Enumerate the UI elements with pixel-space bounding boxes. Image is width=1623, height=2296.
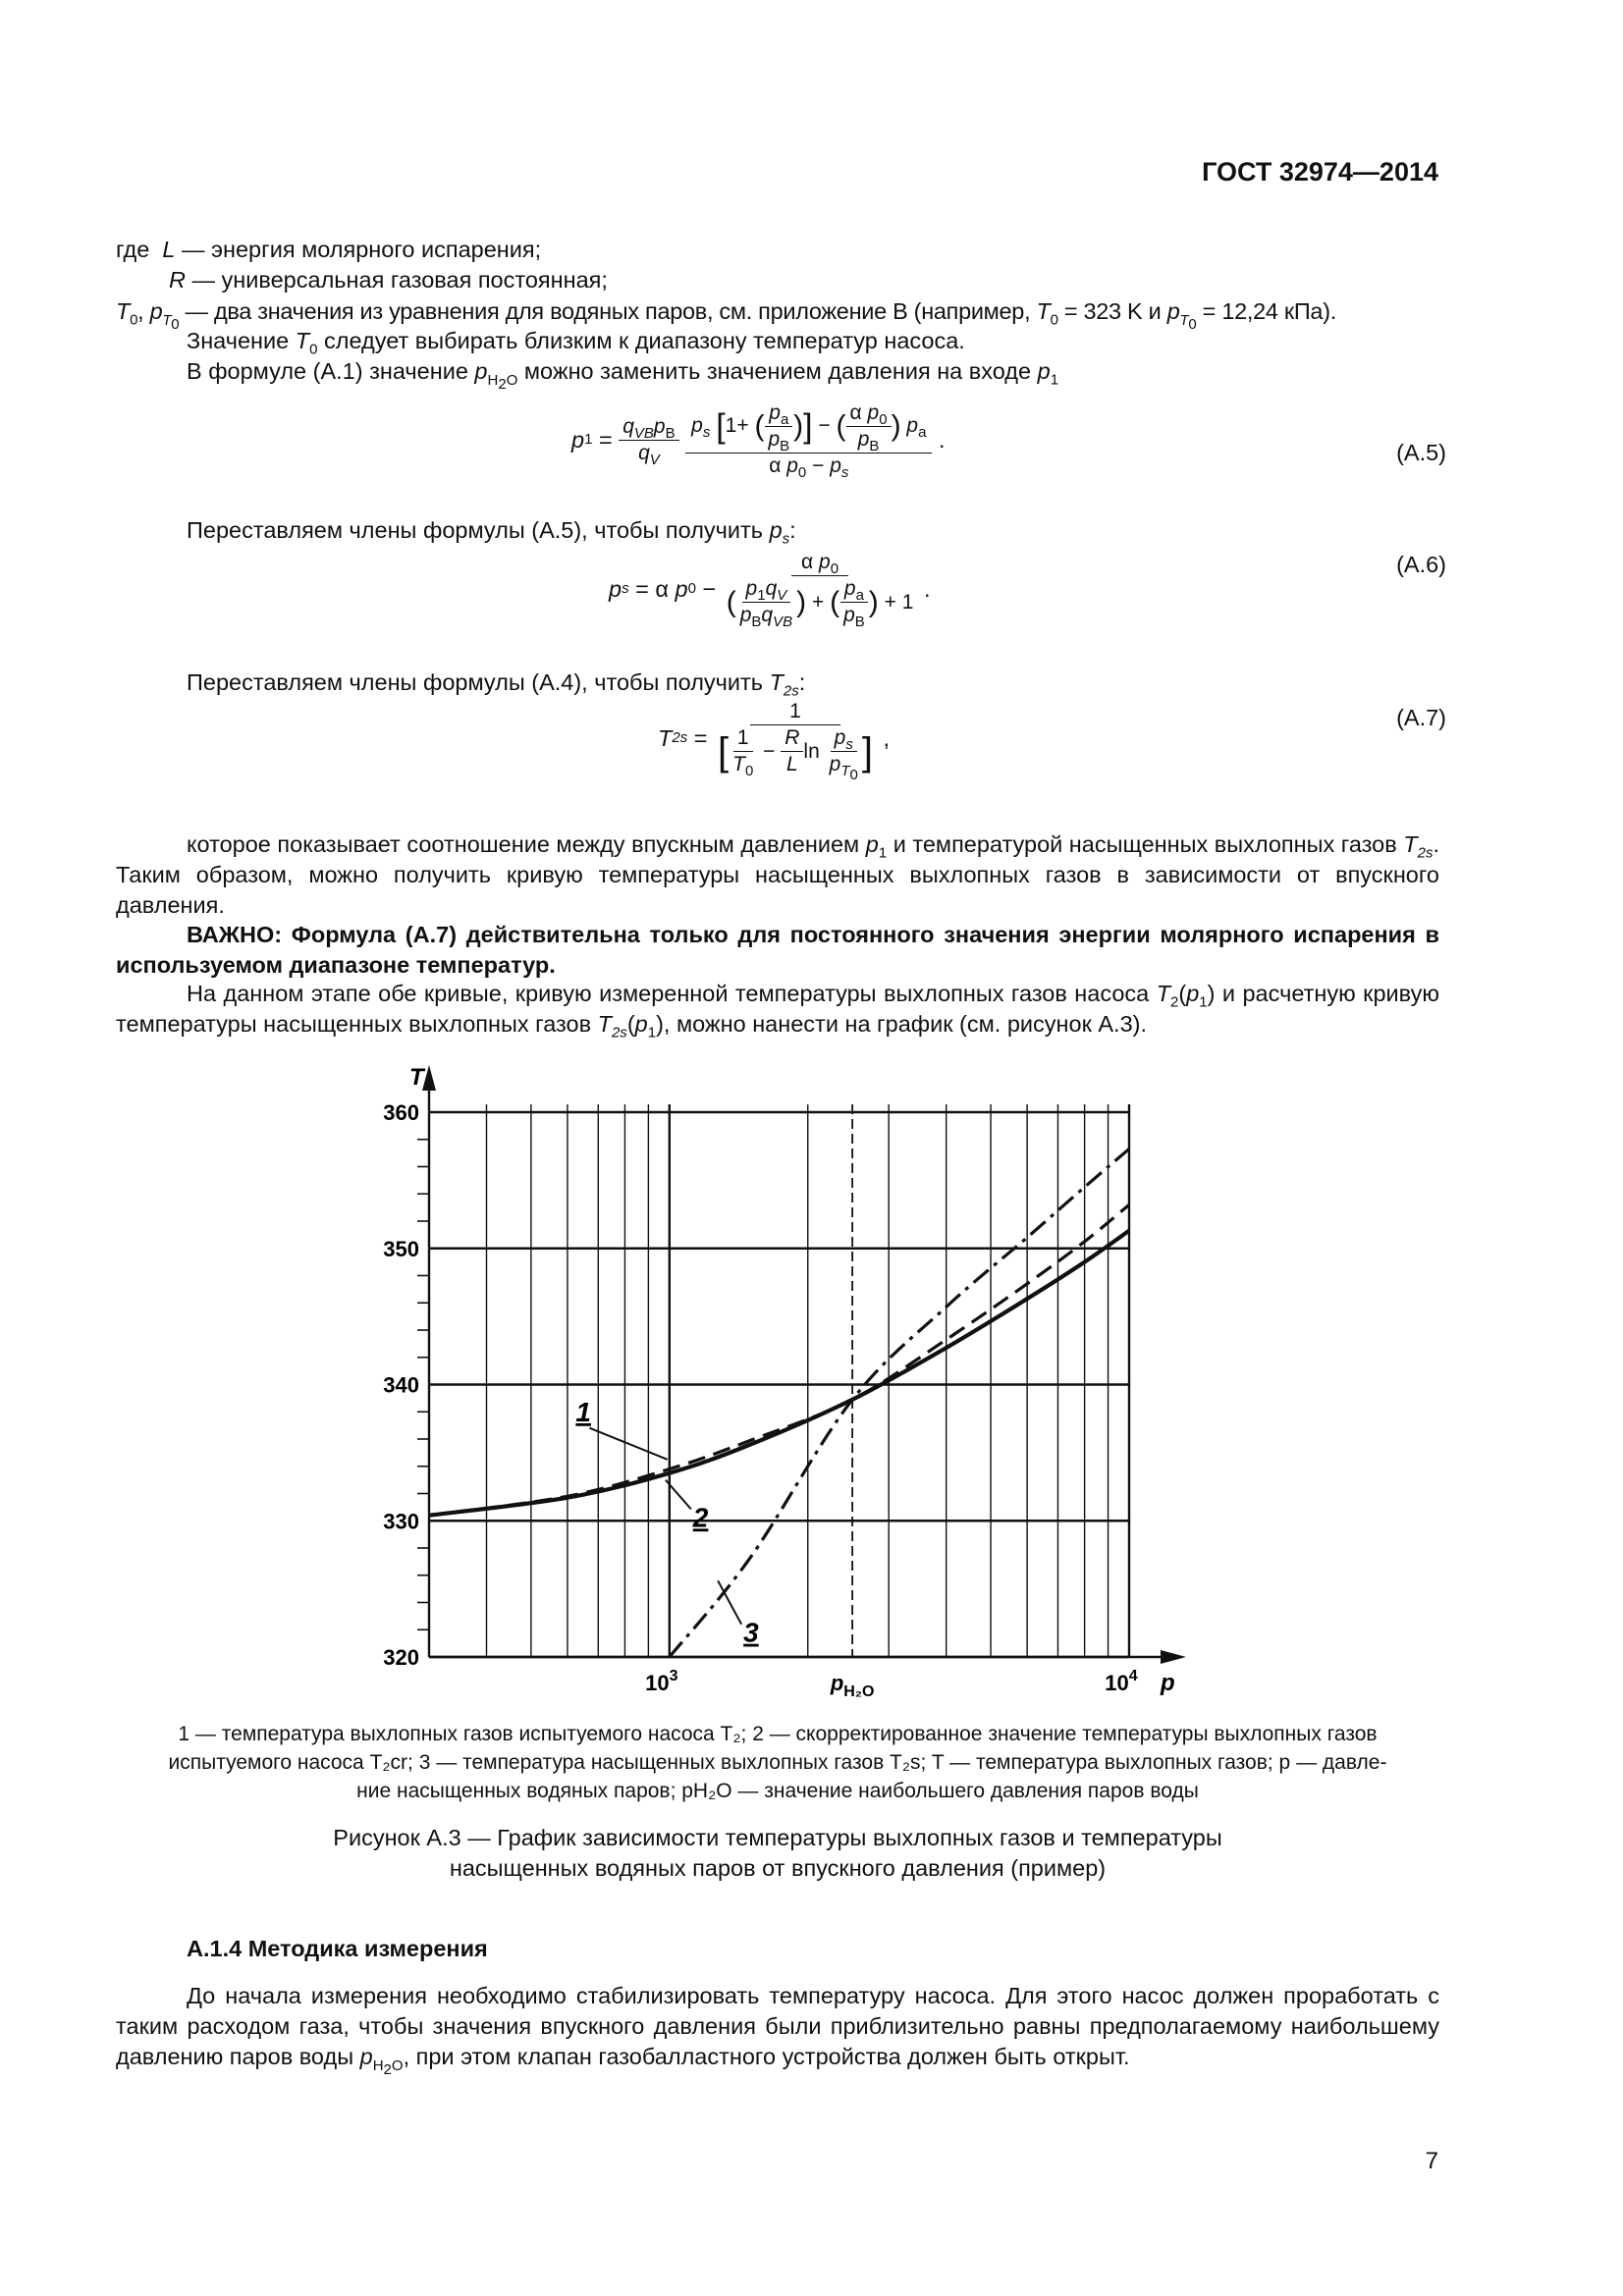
para-a7-intro: Переставляем члены формулы (А.4), чтобы получить $T_{2s}$: bbox=[187, 669, 806, 700]
formula-a5-number: (А.5) bbox=[1396, 440, 1446, 465]
y-tick-label: 330 bbox=[383, 1509, 419, 1534]
definition-R: R — универсальная газовая постоянная; bbox=[169, 267, 608, 293]
series-3-line bbox=[670, 1148, 1129, 1657]
y-tick-label: 350 bbox=[383, 1236, 419, 1261]
y-tick-label: 360 bbox=[383, 1100, 419, 1125]
para-a1: В формуле (А.1) значение $p_{H_2O}$ можно заменить значением давления на входе $p_1$ bbox=[187, 358, 1059, 393]
y-tick-label: 320 bbox=[383, 1645, 419, 1670]
para-plot: На данном этапе обе кривые, кривую измеренной температуры выхлопных газов насоса $T_2(p_1)$ и расчетную кривую температуры насыщенных выхлопных газов $T_{2s}(p_1)$, можно нанести на график (см. рисунок А.3). bbox=[116, 981, 1439, 1041]
formula-a6: p s = α p 0 − α $p_0$ ( $\frac{p_1q_V}{p_Bq_{VB}}$ ) + ( $\frac{p_a}{p_B}$ ) + 1 . bbox=[609, 551, 931, 631]
formula-a5: p 1 = $\frac{q_{VB}p_B}{q_V}$ $p_s$ [1+ ( $\frac{p_a}{p_B}$ )] − ( $\frac{\alpha p_0}{p_B}$ ) $p_a$ α $p_0 - p_s$ . bbox=[571, 401, 946, 482]
section-heading: А.1.4 Методика измерения bbox=[187, 1936, 488, 1961]
page-number: 7 bbox=[1425, 2148, 1438, 2174]
curve-label-leader bbox=[589, 1428, 667, 1460]
series-2-line bbox=[429, 1204, 1129, 1515]
curve-label-3: 3 bbox=[743, 1617, 759, 1648]
para-relation: которое показывает соотношение между впускным давлением $p_1$ и температурой насыщенных выхлопных газов $T_{2s}$. Таким образом, можно получить кривую температуры насыщенных выхлопных газов в зависимости от впускного давления. bbox=[116, 831, 1439, 918]
legend-line-1: 1 — температура выхлопных газов испытуемого насоса T₂; 2 — скорректированное значение температуры выхлопных газов bbox=[178, 1723, 1378, 1745]
curve-label-2: 2 bbox=[692, 1502, 709, 1533]
para-a6-intro: Переставляем члены формулы (А.5), чтобы получить $p_s$: bbox=[187, 517, 796, 548]
ph2o-marker-label: $p_{H_2O}$ bbox=[830, 1671, 875, 1700]
figure-title-line-2: насыщенных водяных паров от впускного давления (пример) bbox=[449, 1855, 1107, 1881]
x-axis-label: p bbox=[1161, 1670, 1175, 1696]
where-word: где bbox=[116, 237, 150, 262]
x-axis-arrow bbox=[1161, 1650, 1186, 1664]
x-tick-label: $10^4$ bbox=[1105, 1668, 1138, 1695]
x-tick-label: $10^3$ bbox=[645, 1668, 678, 1695]
definition-T0-note: Значение $T_0$ следует выбирать близким к диапазону температур насоса. bbox=[187, 328, 965, 358]
definition-T0: $T_0$, $p_{T_0}$ — два значения из уравнения для водяных паров, см. приложение В (например, $T_0 = 323$ K и $p_{T_0} = 12,24$ кПа). bbox=[116, 298, 1336, 333]
formula-a7-number: (А.7) bbox=[1396, 705, 1446, 730]
figure-legend bbox=[116, 1720, 1439, 1805]
formula-a7: T 2s = 1 [ $\frac{1}{T_0}$ − $\frac{R}{L}$ ln $\frac{p_s}{p_{T_0}}$ ] , bbox=[658, 700, 891, 784]
legend-line-2: испытуемого насоса T₂cr; 3 — температура насыщенных выхлопных газов T₂s; T — температура выхлопных газов; p — давле- bbox=[168, 1751, 1387, 1774]
legend-line-3: ние насыщенных водяных паров; pH₂O — значение наибольшего давления паров воды bbox=[356, 1780, 1199, 1802]
y-axis-label: T bbox=[409, 1064, 424, 1091]
series-1-line bbox=[429, 1231, 1129, 1516]
figure-title bbox=[116, 1823, 1439, 1884]
standard-number: ГОСТ 32974—2014 bbox=[1202, 157, 1438, 187]
curve-label-1: 1 bbox=[575, 1396, 591, 1427]
important-note: ВАЖНО: Формула (А.7) действительна только для постоянного значения энергии молярного испарения в используемом диапазоне температур. bbox=[116, 922, 1439, 978]
section-paragraph: До начала измерения необходимо стабилизировать температуру насоса. Для этого насос должен проработать с таким расходом газа, чтобы значения впускного давления были приблизительно равны предполагаемому наибольшему давлению паров воды $p_{H_2O}$, при этом клапан газобалластного устройства должен быть открыт. bbox=[116, 1983, 1439, 2078]
formula-a6-number: (А.6) bbox=[1396, 552, 1446, 577]
y-axis-arrow bbox=[422, 1065, 436, 1091]
figure-title-line-1: Рисунок А.3 — График зависимости температуры выхлопных газов и температуры bbox=[333, 1825, 1222, 1850]
y-tick-label: 340 bbox=[383, 1372, 419, 1398]
definition-L: где L — энергия молярного испарения; bbox=[116, 237, 542, 262]
temperature-pressure-chart bbox=[353, 1060, 1198, 1708]
